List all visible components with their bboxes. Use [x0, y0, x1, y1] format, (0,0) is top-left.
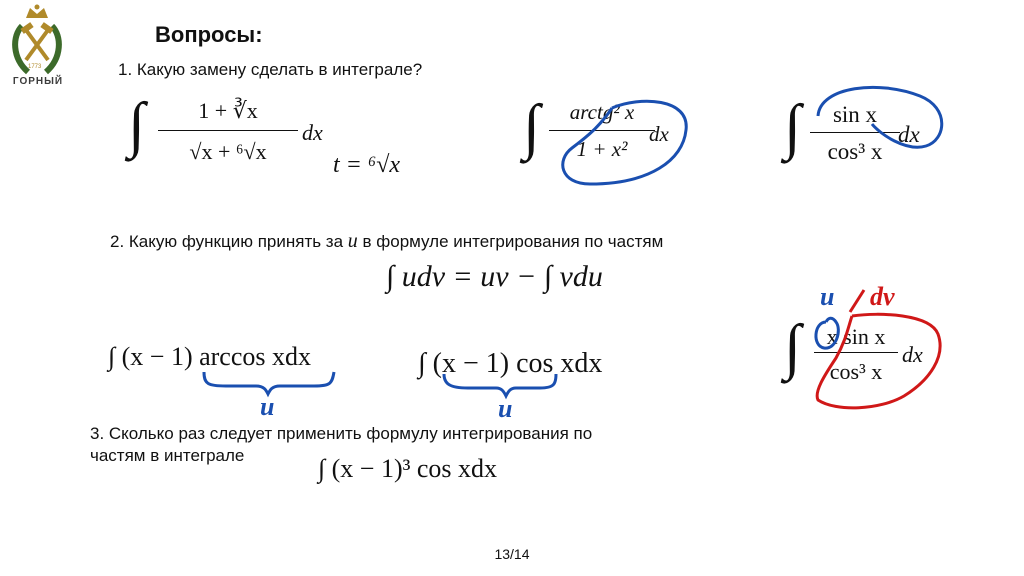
label-u-ex2: u — [498, 394, 513, 423]
blue-loop-int3 — [818, 87, 942, 147]
parts-formula: ∫ udv = uv − ∫ vdu — [386, 260, 603, 293]
q1-int2-numerator: arctg² x — [569, 100, 635, 124]
page-number: 13/14 — [494, 546, 530, 562]
q1-int1-denominator: √x + ⁶√x — [189, 139, 267, 164]
q2-u-symbol: u — [347, 230, 358, 252]
q1-substitution: t = ⁶√x — [333, 152, 401, 178]
label-u-ex3: u — [820, 282, 835, 311]
logo-year: 1773 — [28, 64, 42, 70]
q1-int3-numerator: sin x — [832, 102, 878, 127]
q1-int2-denominator: 1 + x² — [576, 137, 628, 161]
q1-int1-numerator: 1 + ∛x — [198, 98, 258, 123]
integral-sign: ∫ — [784, 313, 801, 381]
question-3-line-2: частям в интеграле — [90, 446, 245, 465]
q1-int1-dx: dx — [302, 120, 323, 145]
page-title: Вопросы: — [155, 22, 263, 47]
integral-sign: ∫ — [128, 91, 145, 159]
q1-int3-denominator: cos³ x — [827, 139, 883, 164]
q2-example-1: ∫ (x − 1) arccos xdx — [108, 342, 311, 371]
brace-ex2 — [444, 374, 556, 396]
blue-loop-ex3 — [816, 318, 838, 348]
question-3-line-1: 3. Сколько раз следует применить формулу интегрирования по — [90, 424, 593, 443]
q3-formula: ∫ (x − 1)³ cos xdx — [318, 454, 498, 483]
integral-sign: ∫ — [784, 93, 801, 161]
q2-ex3-denominator: cos³ x — [829, 359, 883, 384]
label-dv-ex3: dv — [870, 282, 895, 311]
q2-ex3-dx: dx — [902, 342, 923, 367]
q2-ex3-numerator: x sin x — [826, 324, 886, 349]
q1-int2-dx: dx — [649, 122, 669, 146]
question-1-text: 1. Какую замену сделать в интеграле? — [118, 60, 423, 79]
integral-sign: ∫ — [523, 93, 540, 161]
blue-loop-int2 — [563, 101, 686, 184]
q2-example-2: ∫ (x − 1) cos xdx — [418, 348, 603, 379]
question-2-text: 2. Какую функцию принять за u в формуле интегрирования по частям — [110, 230, 664, 252]
q1-int3-dx: dx — [898, 122, 920, 147]
logo-text: ГОРНЫЙ — [12, 76, 64, 87]
brace-ex1 — [204, 372, 334, 394]
red-loop-ex3 — [817, 314, 940, 408]
label-u-ex1: u — [260, 392, 275, 421]
red-stroke-ex3 — [850, 290, 864, 312]
